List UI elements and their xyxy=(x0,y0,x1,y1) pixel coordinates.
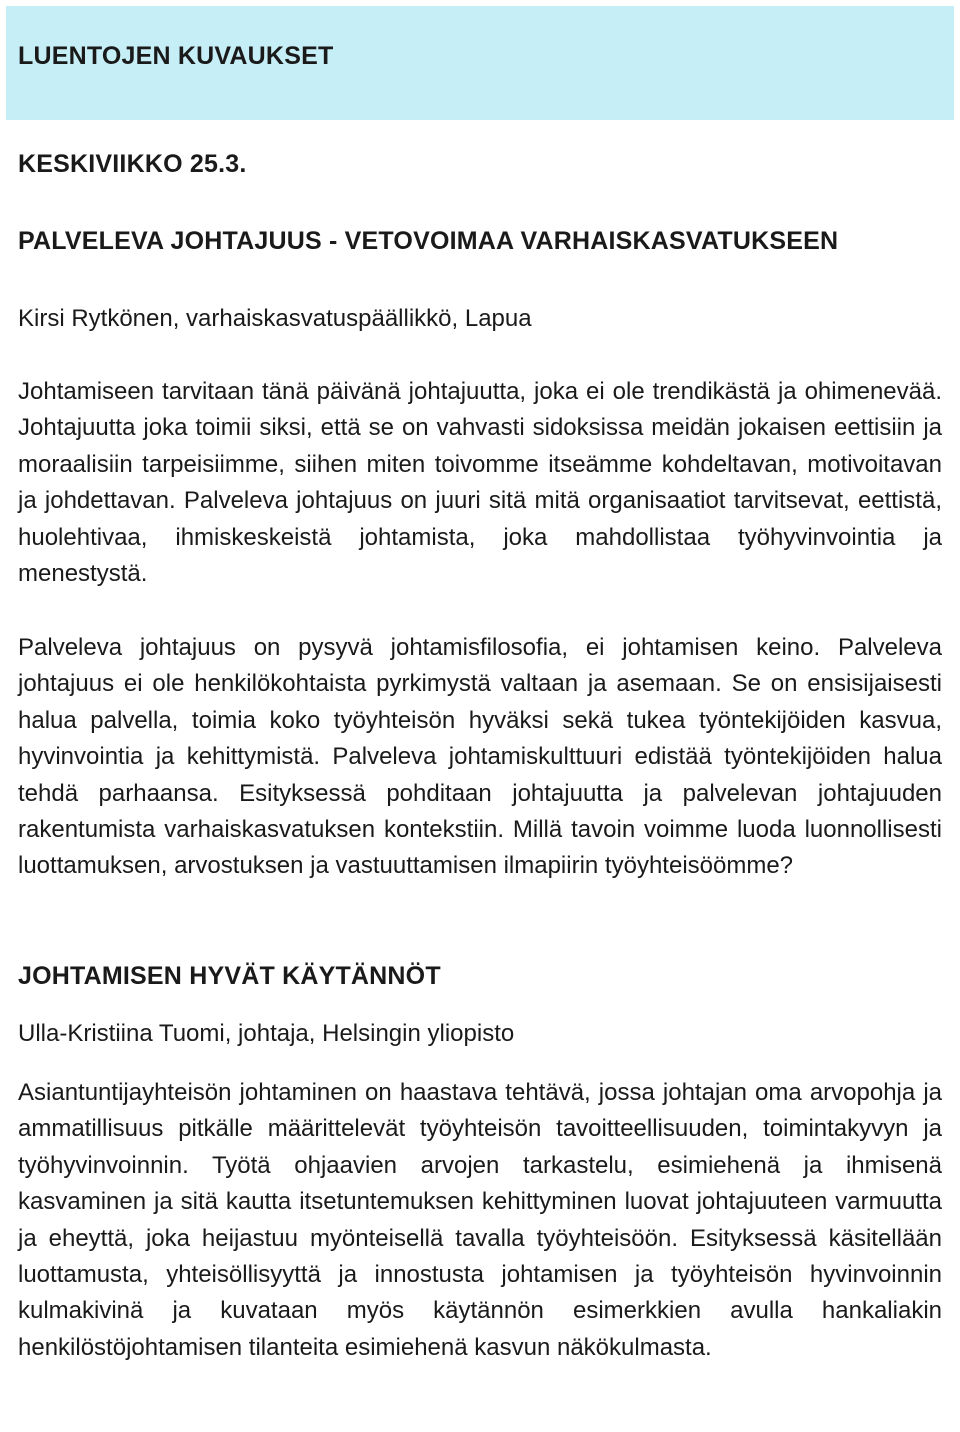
lecture-speaker: Kirsi Rytkönen, varhaiskasvatuspäällikkö, Lapua xyxy=(18,305,532,332)
lecture-description: Palveleva johtajuus on pysyvä johtamisfilosofia, ei johtamisen keino. Palveleva johtajuus ei ole henkilökohtaista pyrkimystä valtaan ja asemaan. Se on ensisijaisesti halua palvella, toimia koko työyhteisön hyväksi sekä tukea työntekijöiden kasvua, hyvinvointia ja kehittymistä. Palveleva johtamiskulttuuri edistää työntekijöiden halua tehdä parhaansa. Esityksessä pohditaan johtajuutta ja palvelevan johtajuuden rakentumista varhaiskasvatuksen kontekstiin. Millä tavoin voimme luoda luonnollisesti luottamuksen, arvostuksen ja vastuuttamisen ilmapiirin työyhteisöömme? xyxy=(18,634,942,880)
lecture-description: Johtamiseen tarvitaan tänä päivänä johtajuutta, joka ei ole trendikästä ja ohimenevää. Johtajuutta joka toimii siksi, että se on vahvasti sidoksissa meidän jokaisen eettisiin ja moraalisiin tarpeisiimme, siihen miten toivomme itseämme kohdeltavan, motivoitavan ja johdettavan. Palveleva johtajuus on juuri sitä mitä organisaatiot tarvitsevat, eettistä, huolehtivaa, ihmiskeskeistä johtamista, joka mahdollistaa työhyvinvointia ja menestystä. xyxy=(18,378,942,588)
lecture-title: JOHTAMISEN HYVÄT KÄYTÄNNÖT xyxy=(18,962,441,990)
header-banner xyxy=(6,6,954,120)
lecture-speaker: Ulla-Kristiina Tuomi, johtaja, Helsingin yliopisto xyxy=(18,1020,515,1047)
lecture-description: Asiantuntijayhteisön johtaminen on haastava tehtävä, jossa johtajan oma arvopohja ja ammatillisuus pitkälle määrittelevät työyhteisön tavoitteellisuuden, toimintakyvyn ja työhyvinvoinnin. Työtä ohjaavien arvojen tarkastelu, esimiehenä ja ihmisenä kasvaminen ja sitä kautta itsetuntemuksen kehittyminen luovat johtajuuteen varmuutta ja eheyttä, joka heijastuu myönteisellä tavalla työyhteisöön. Esityksessä käsitellään luottamusta, yhteisöllisyyttä ja innostusta johtamisen ja työyhteisön hyvinvoinnin kulmakivinä ja kuvataan myös käytännön esimerkkien avulla hankaliakin henkilöstöjohtamisen tilanteita esimiehenä kasvun näkökulmasta. xyxy=(18,1079,942,1361)
page-title: LUENTOJEN KUVAUKSET xyxy=(18,42,334,70)
lecture-title: PALVELEVA JOHTAJUUS - VETOVOIMAA VARHAISKASVATUKSEEN xyxy=(18,227,839,255)
day-heading: KESKIVIIKKO 25.3. xyxy=(18,150,247,178)
